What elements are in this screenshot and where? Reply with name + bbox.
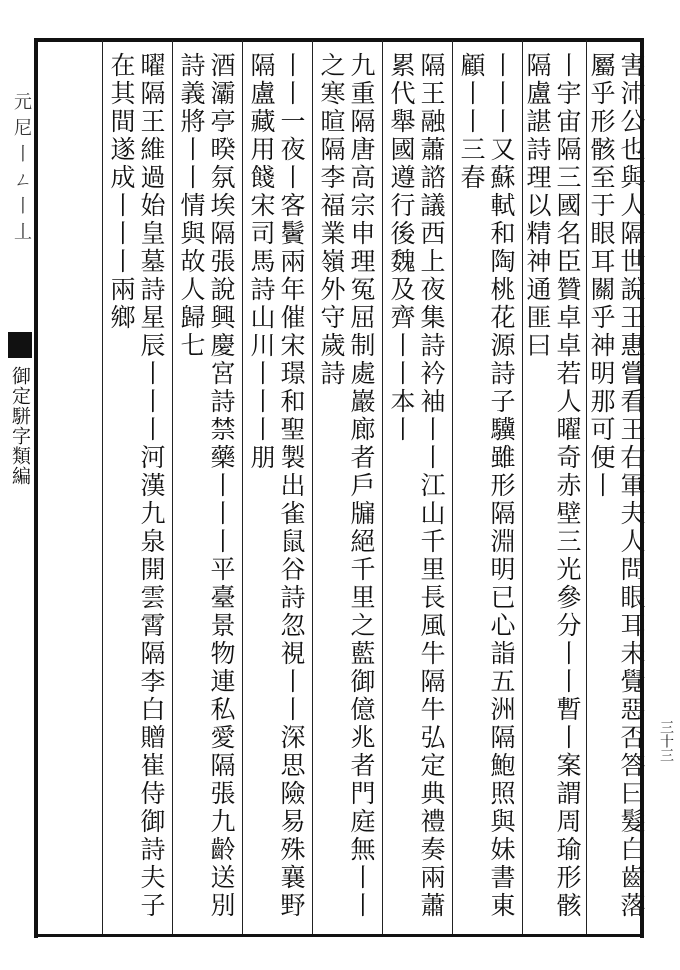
- page-number: 三十三: [658, 720, 674, 762]
- text-column-5: 九重隔唐高宗申理冤屈制處巖廊者戶牖絕千里之藍御億兆者門庭無丨丨之寒暄隔李福業嶺外守歲詩: [317, 52, 376, 920]
- text-column-7: 酒灞亭暌氛埃隔張說興慶宮詩禁藥丨丨丨平臺景物連私愛隔張九齡送別詩義將丨丨情與故人歸七: [177, 52, 236, 920]
- page-margin-strip: [2, 40, 34, 934]
- column-divider: [242, 40, 243, 934]
- fish-tail-mark: [8, 332, 32, 358]
- column-divider: [312, 40, 313, 934]
- column-divider: [172, 40, 173, 934]
- text-column-6: 丨丨一夜丨客鬢兩年催宋璟和聖製出雀鼠谷詩忽視丨丨深思險易殊襄野隔盧藏用餞宋司馬詩山川丨丨丨朋: [247, 52, 306, 920]
- text-column-9: [38, 52, 100, 930]
- book-title: 御定駢字類編: [9, 366, 31, 486]
- frame-top-rule: [36, 38, 644, 42]
- text-column-8: 曜隔王維過始皇墓詩星辰丨丨丨河漢九泉開雲霄隔李白贈崔侍御詩夫子在其間遂成丨丨丨兩鄉: [107, 52, 166, 920]
- column-divider: [452, 40, 453, 934]
- text-column-3: 丨丨丨又蘇軾和陶桃花源詩子驥雖形隔淵明已心詣五洲隔鮑照與妹書東顧丨丨三春: [457, 52, 516, 920]
- text-column-4: 隔王融蕭諮議西上夜集詩衿袖丨丨江山千里長風牛隔牛弘定典禮奏兩蕭累代舉國遵行後魏及齊丨丨本丨: [387, 52, 446, 920]
- column-divider: [102, 40, 103, 934]
- margin-top-text: 元尼丨ㄥ丨丄: [11, 92, 32, 248]
- frame-bottom-rule: [36, 934, 644, 937]
- text-column-2: 丨宇宙隔三國名臣贊卓卓若人曜奇赤壁三光參分丨丨暫丨案謂周瑜形骸隔盧諶詩理以精神通匪曰: [523, 52, 582, 920]
- text-column-1: 害沛公也與人隔世說王惠嘗看王右軍夫人問眼耳未覺惡否答曰髮白齒落屬乎形骸至于眼耳關乎神明那可便丨: [587, 52, 646, 920]
- column-divider: [382, 40, 383, 934]
